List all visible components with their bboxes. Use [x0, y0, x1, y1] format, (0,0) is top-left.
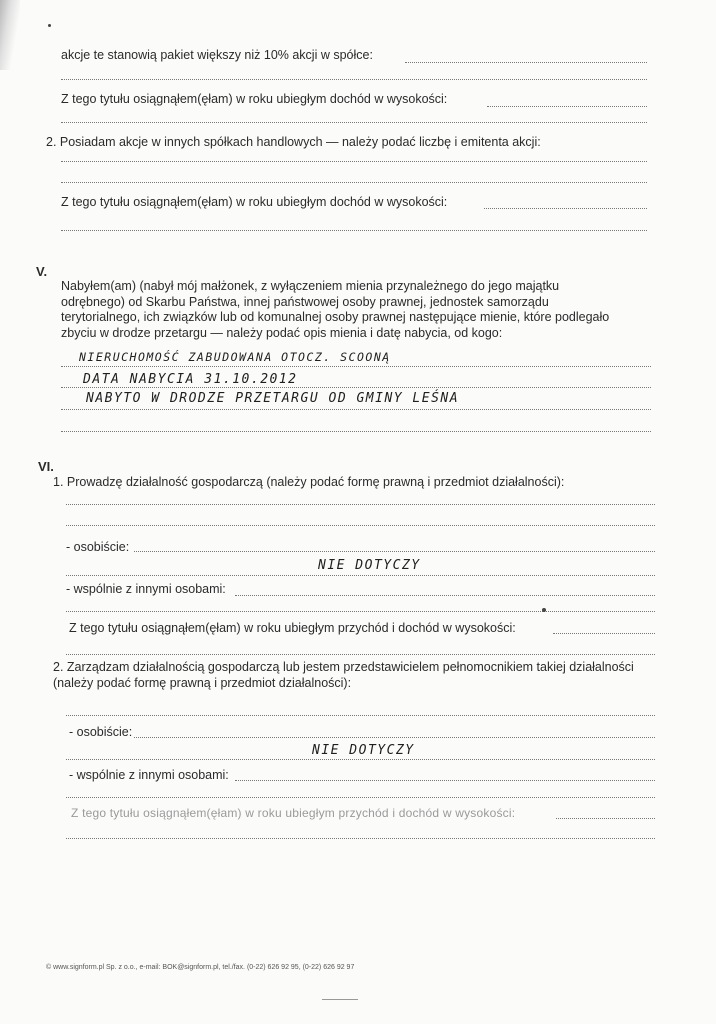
income-label: Z tego tytułu osiągnąłem(ęłam) w roku ubiegłym przychód i dochód w wysokości: — [69, 621, 516, 635]
personally-label: - osobiście: — [69, 725, 133, 739]
answer-line[interactable] — [66, 654, 655, 655]
answer-line[interactable] — [61, 182, 647, 183]
answer-line[interactable] — [61, 387, 651, 388]
section-v-description: Nabyłem(am) (nabył mój małżonek, z wyłączeniem mienia przynależnego do jego majątku odrębnego) od Skarbu Państwa, innej państwowej osoby prawnej, jednostek samorządu terytorialnego, ich związków lub od komunalnej osoby prawnej następujące mienie, które podlegało zbyciu w drodze przetargu — należy podać opis mienia i datę nabycia, od kogo: — [61, 279, 610, 340]
income-label-faded: Z tego tytułu osiągnąłem(ęłam) w roku ubiegłym przychód i dochód w wysokości: — [71, 806, 516, 820]
answer-line[interactable] — [134, 737, 655, 738]
handwritten-not-applicable: NIE DOTYCZY — [318, 558, 421, 573]
answer-line[interactable] — [61, 230, 647, 231]
answer-line[interactable] — [61, 431, 651, 432]
answer-line[interactable] — [235, 780, 655, 781]
income-label: Z tego tytułu osiągnąłem(ęłam) w roku ubiegłym dochód w wysokości: — [61, 92, 448, 106]
ink-dot — [542, 608, 546, 612]
answer-line[interactable] — [61, 409, 651, 410]
answer-line[interactable] — [61, 366, 651, 367]
shares-package-label: akcje te stanowią pakiet większy niż 10% akcji w spółce: — [61, 48, 373, 62]
other-shares-label: 2. Posiadam akcje w innych spółkach handlowych — należy podać liczbę i emitenta akcji: — [46, 135, 541, 149]
answer-line[interactable] — [553, 633, 655, 634]
answer-line[interactable] — [66, 797, 655, 798]
income-label: Z tego tytułu osiągnąłem(ęłam) w roku ubiegłym dochód w wysokości: — [61, 195, 448, 209]
answer-line[interactable] — [66, 838, 655, 839]
answer-line[interactable] — [134, 551, 655, 552]
answer-line[interactable] — [61, 122, 647, 123]
answer-line[interactable] — [66, 715, 655, 716]
answer-line[interactable] — [556, 818, 655, 819]
jointly-label: - wspólnie z innymi osobami: — [66, 582, 226, 596]
scan-mark — [322, 999, 358, 1000]
dot-mark — [48, 24, 51, 27]
answer-line[interactable] — [66, 759, 655, 760]
answer-line[interactable] — [405, 62, 647, 63]
jointly-label: - wspólnie z innymi osobami: — [69, 768, 229, 782]
section-number-v: V. — [36, 264, 48, 279]
scan-edge-shadow — [0, 0, 20, 70]
handwritten-acquired-from: NABYTO W DRODZE PRZETARGU OD GMINY LEŚNA — [86, 391, 460, 406]
personally-label: - osobiście: — [66, 540, 130, 554]
answer-line[interactable] — [487, 106, 647, 107]
answer-line[interactable] — [66, 611, 655, 612]
business-management-label: 2. Zarządzam działalnością gospodarczą lub jestem przedstawicielem pełnomocnikiem takiej działalności (należy podać formę prawną i przedmiot działalności): — [53, 660, 634, 690]
section-number-vi: VI. — [38, 459, 54, 474]
answer-line[interactable] — [66, 525, 655, 526]
answer-line[interactable] — [484, 208, 647, 209]
business-activity-label: 1. Prowadzę działalność gospodarczą (należy podać formę prawną i przedmiot działalności): — [53, 475, 565, 489]
answer-line[interactable] — [66, 575, 655, 576]
handwritten-property-description: NIERUCHOMOŚĆ ZABUDOWANA OTOCZ. SCOONĄ — [79, 350, 391, 364]
answer-line[interactable] — [61, 79, 647, 80]
footer-publisher-info: © www.signform.pl Sp. z o.o., e-mail: BOK@signform.pl, tel./fax. (0-22) 626 92 95, (0-22) 626 92 97 — [46, 964, 355, 971]
handwritten-not-applicable: NIE DOTYCZY — [312, 743, 415, 758]
answer-line[interactable] — [235, 595, 655, 596]
answer-line[interactable] — [66, 504, 655, 505]
handwritten-acquisition-date: DATA NABYCIA 31.10.2012 — [83, 372, 298, 387]
answer-line[interactable] — [61, 161, 647, 162]
